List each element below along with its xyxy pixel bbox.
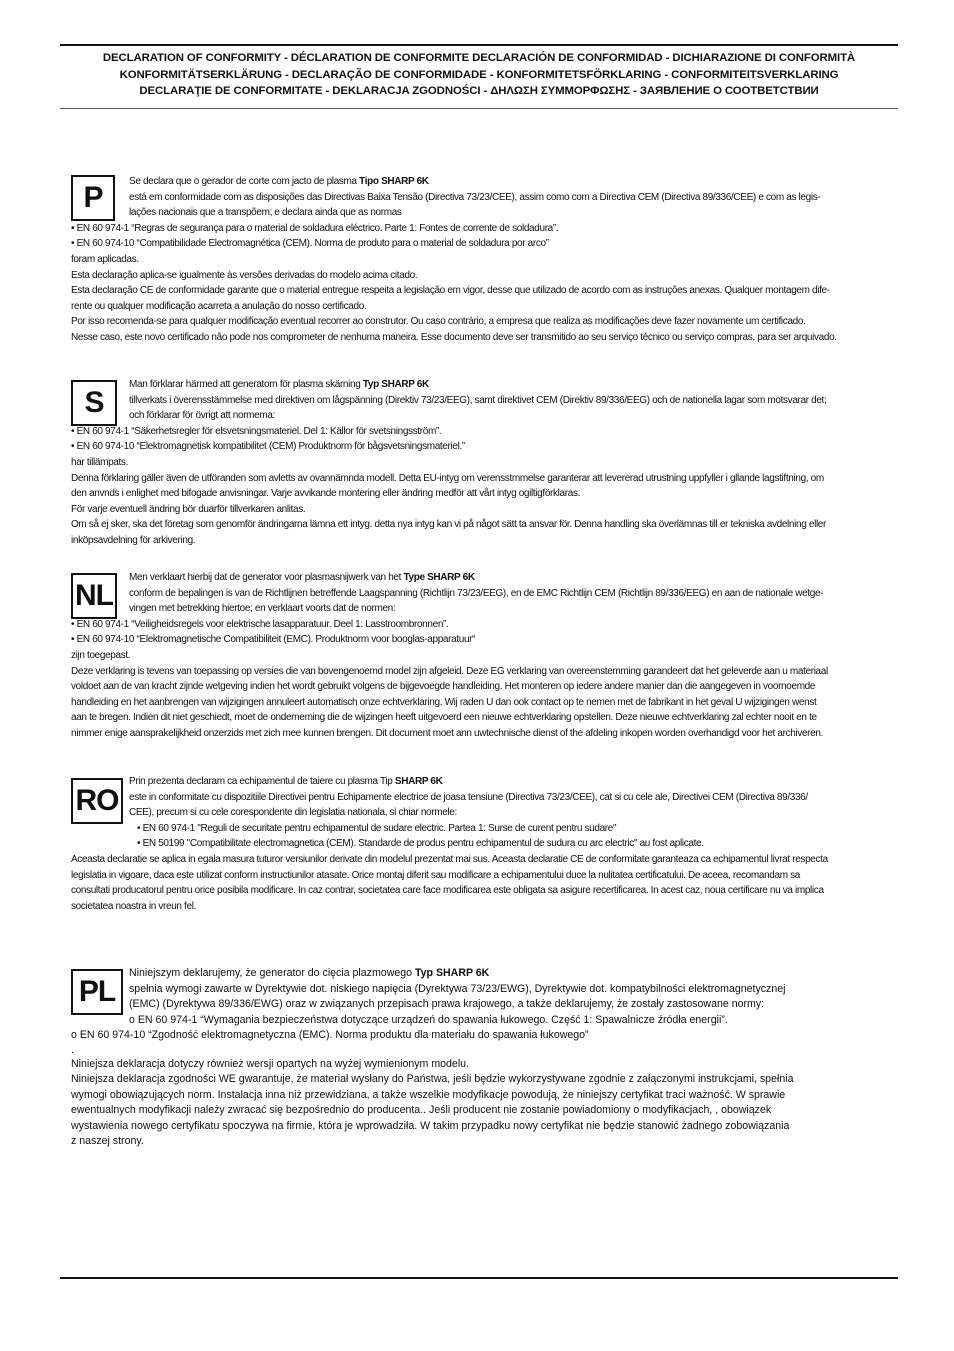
separator-dot: .	[71, 1043, 74, 1056]
section-dutch	[71, 570, 883, 742]
standard-bullet-2: • EN 60 974-10 “Elektromagnetisk kompatibilitet (CEM) Produktnorm för bågsvetsningsmateriel.”	[71, 441, 465, 453]
intro-line-3: lações nacionais que a transpõem; e declara ainda que as normas	[129, 207, 402, 219]
body-line: Esta declaração CE de conformidade garante que o material entregue respeita a legislação em vigor, desse que utilizado de acordo com as instruções anexas. Qualquer montagem dife-	[71, 285, 830, 297]
body-line: Esta declaração aplica-se igualmente às versões derivadas do modelo acima citado.	[71, 269, 418, 281]
intro-line-1	[129, 774, 883, 790]
body-line: rente ou qualquer modificação acarreta a anulação do nosso certificado.	[71, 300, 367, 312]
intro-text: Prin prezenta declaram ca echipamentul de taiere cu plasma Tip	[129, 776, 395, 787]
applied-line: har tillämpats.	[71, 456, 128, 468]
intro-line-3: (EMC) (Dyrektywa 89/336/EWG) oraz w związanych przepisach prawa krajowego, a także deklarujemy, że zostały zastosowane normy:	[129, 998, 765, 1010]
body-line: inköpsavdelning för arkivering.	[71, 534, 196, 546]
section-polish	[71, 966, 883, 1150]
intro-text: Se declara que o gerador de corte com jacto de plasma	[129, 176, 360, 187]
header-line-3: DECLARAŢIE DE CONFORMITATE - DEKLARACJA ZGODNOŚCI - ΔΗΛΩΣΗ ΣΥΜΜΟΡΦΩΣΗΣ - ЗАЯВЛЕНИЕ О СООТВЕТСТВИИ	[139, 85, 819, 97]
language-code-ro: RO	[71, 778, 123, 824]
body-line: ewentualnych modyfikacji należy zwracać się bezpośrednio do producenta.. Jeśli producent nie zostanie powiadomiony o modyfikacjach, , obowiązek	[71, 1104, 772, 1116]
header-divider	[60, 108, 898, 109]
standard-bullet-1: o EN 60 974-1 “Wymagania bezpieczeństwa dotyczące urządzeń do spawania łukowego. Część 1: Spawalnicze źródła energii”.	[129, 1013, 728, 1026]
body-line: Deze verklaring is tevens van toepassing op versies die van bovengenoemd model zijn afgeleid. Deze EG verklaring van overeenstemming garandeert dat het geleverde aan u materiaal	[71, 665, 828, 677]
model-name: Typ SHARP 6K	[414, 967, 490, 979]
section-portuguese	[71, 174, 883, 346]
body-line: z naszej strony.	[71, 1135, 144, 1147]
bottom-rule	[60, 1277, 898, 1279]
applied-line: zijn toegepast.	[71, 649, 131, 661]
body-line: För varje eventuell ändring bör duarför tillverkaren anlitas.	[71, 503, 306, 515]
body-line: Por isso recomenda-se para qualquer modificação eventual recorrer ao construtor. Ou caso contrário, a empresa que realiza as modificações deve fazer novamente um certificado.	[71, 316, 806, 328]
body-line: Om så ej sker, ska det företag som genomför ändringarna lämna ett intyg. detta nya intyg kan vi på något sätt ta ansvar för. Denna handling ska överlämnas till er tekniska avdelning eller	[71, 519, 827, 531]
standard-bullet-2: • EN 60 974-10 “Compatibilidade Electromagnética (CEM). Norma de produto para o material de soldadura por arco”	[71, 238, 549, 250]
body-line: voldoet aan de van kracht zijnde wetgeving indien het wordt gebruikt volgens de bijgevoegde handleiding. Het monteren op iedere andere manier dan die aangegeven in voornoemde	[71, 681, 816, 693]
intro-line-1	[129, 966, 883, 982]
intro-text: Niniejszym deklarujemy, że generator do cięcia plazmowego	[129, 967, 415, 979]
language-code-p: P	[71, 175, 115, 221]
body-line: wystawienia nowego certyfikatu spoczywa na firmie, która je wprowadziła. W takim przypadku nowy certyfikat nie będzie stanowić żadnego zobowiązania	[71, 1119, 790, 1132]
language-code-nl: NL	[71, 573, 117, 619]
section-romanian	[71, 774, 883, 914]
header-line-2: KONFORMITÄTSERKLÄRUNG - DECLARAÇÃO DE CONFORMIDADE - KONFORMITETSFÖRKLARING - CONFORMITEITSVERKLARING	[119, 68, 839, 81]
intro-line-1	[129, 174, 883, 190]
intro-line-3: och förklarar för övrigt att normema:	[129, 410, 275, 422]
body-line: wymogi obowiązujących norm. Instalacja inna niż przewidziana, a także wszelkie modyfikacje powodują, że niniejszy certyfikat traci ważność. W sprawie	[71, 1088, 786, 1101]
language-code-pl: PL	[71, 969, 123, 1015]
intro-line-3: CEE), precum si cu cele corespondente din legislatia nationala, si chiar normele:	[129, 807, 457, 819]
intro-line-2: está em conformidade com as disposições das Directivas Baixa Tensão (Directiva 73/23/CEE), assim como com a Directiva CEM (Directiva 89/336/CEE) e com as legis-	[129, 191, 821, 203]
intro-line-2: tillverkats i överensstämmelse med direktiven om lågspänning (Direktiv 73/23/EEG), samt direktivet CEM (Direktiv 89/336/EEG) och de nationella lagar som motsvarar det;	[129, 394, 827, 406]
body-line: handleiding en het aanbrengen van wijzigingen annuleert automatisch onze echtverklaring. Wij raden U dan ook contact op te nemen met de fabrikant in het geval U wijzigingen wenst	[71, 696, 817, 708]
standard-bullet-2: o EN 60 974-10 “Zgodność elektromagnetyczna (EMC). Norma produktu dla materiału do spawania łukowego”	[71, 1029, 589, 1041]
header-line-1: DECLARATION OF CONFORMITY - DÉCLARATION DE CONFORMITE DECLARACIÓN DE CONFORMIDAD - DICHIARAZIONE DI CONFORMITÀ	[102, 52, 856, 64]
model-name: Typ SHARP 6K	[362, 379, 429, 390]
section-swedish	[71, 377, 883, 549]
standard-bullet-1: • EN 60 974-1 “Säkerhetsregler för elsvetsningsmateriel. Del 1: Källor för svetsningsström”.	[71, 425, 442, 437]
body-line: Nesse caso, este novo certificado não pode nos comprometer de nenhuma maneira. Esse documento deve ser transmitido ao seu serviço técnico ou serviço compras, para ser arquivado.	[71, 331, 837, 343]
document-header	[60, 50, 898, 100]
intro-line-3: vingen met betrekking hiertoe; en verklaart voorts dat de normen:	[129, 603, 396, 615]
intro-line-2: spełnia wymogi zawarte w Dyrektywie dot. niskiego napięcia (Dyrektywa 73/23/EWG), Dyrektywie dot. kompatybilności elektromagnetycznej	[129, 982, 786, 995]
body-line: Niniejsza deklaracja zgodności WE gwarantuje, że materiał wysłany do Państwa, jeśli będzie wykorzystywane zgodnie z załączonymi instrukcjami, spełnia	[71, 1073, 794, 1085]
intro-text: Men verklaart hierbij dat de generator voor plasmasnijwerk van het	[129, 572, 404, 583]
body-line: den anvnds i enlighet med bifogade anvisningar. Varje avvikande montering eller ändring medför att vårt intyg ogiltigförklaras.	[71, 488, 581, 500]
applied-line: foram aplicadas.	[71, 253, 139, 265]
body-line: Niniejsza deklaracja dotyczy również wersji opartych na wyżej wymienionym modelu.	[71, 1057, 470, 1070]
body-line: aan te bregen. Indien dit niet geschiedt, moet de onderneming die de wijzingen heeft uitgevoerd een nieuwe echtverklaring opstellen. Deze nieuwe echtverklaring zal echter nooit en te	[71, 712, 817, 724]
body-line: consultati producatorul pentru orice posibila modificare. In caz contrar, societatea care face modificarea este obligata sa asigure recertificarea. In acest caz, noua certificare nu va implica	[71, 885, 824, 897]
model-name: Type SHARP 6K	[403, 572, 475, 583]
standard-bullet-1: • EN 60 974-1 “Veiligheidsregels voor elektrische lasapparatuur. Deel 1: Lasstroombronnen”.	[71, 618, 449, 630]
intro-line-2: conform de bepalingen is van de Richtlijnen betreffende Laagspanning (Richtlijn 73/23/EEG), en de EMC Richtlijn CEM (Richtlijn 89/336/EEG) en aan de nationale wetge-	[129, 587, 824, 599]
intro-line-1	[129, 377, 883, 393]
model-name: Tipo SHARP 6K	[359, 176, 429, 187]
intro-line-1	[129, 570, 883, 586]
intro-text: Man förklarar härmed att generatorn för plasma skärning	[129, 379, 363, 390]
body-line: legislatia in vigoare, daca este utilizat conform instructiunilor atasate. Orice montaj diferit sau modificare a echipamentului duce la nulitatea certificatului. De aceea, recomandam sa	[71, 869, 800, 881]
intro-line-2: este in conformitate cu dispozitiile Directivei pentru Echipamente electrice de joasa tensiune (Directiva 73/23/CEE), cat si cu cele ale, Directivei CEM (Directiva 89/336/	[129, 791, 808, 803]
standard-bullet-2: • EN 50199 "Compatibilitate electromagnetica (CEM). Standarde de produs pentru echipamentul de sudura cu arc electric" au fost aplicate.	[137, 838, 704, 850]
language-code-s: S	[71, 380, 117, 426]
standard-bullet-1: • EN 60 974-1 "Reguli de securitate pentru echipamentul de sudare electric. Partea 1: Surse de curent pentru sudare"	[137, 822, 617, 834]
body-line: societatea noastra in vreun fel.	[71, 900, 196, 912]
model-name: SHARP 6K	[394, 776, 443, 787]
standard-bullet-1: • EN 60 974-1 “Regras de segurança para o material de soldadura eléctrico. Parte 1: Fontes de corrente de soldadura”.	[71, 222, 559, 234]
body-line: Aceasta declaratie se aplica in egala masura tuturor versiunilor derivate din modelul prezentat mai sus. Aceasta declaratie CE de conformitate garanteaza ca echipamentul livrat respecta	[71, 853, 828, 865]
body-line: Denna förklaring gäller även de utföranden som avletts av ovannämnda modell. Detta EU-intyg om verensstmmelse garanterar att levererad utrustning uppfyller i gllande lagstiftning, om	[71, 472, 824, 484]
standard-bullet-2: • EN 60 974-10 “Elektromagnetische Compatibiliteit (EMC). Produktnorm voor booglas-apparatuur“	[71, 634, 476, 646]
top-rule	[60, 44, 898, 46]
body-line: nimmer enige aansprakelijkheid onzerzids met zich mee kunnen brengen. Dit document moet ann uwtechnische dienst of the afdeling inkopen worden overhandigd voor het archiveren.	[71, 727, 824, 739]
